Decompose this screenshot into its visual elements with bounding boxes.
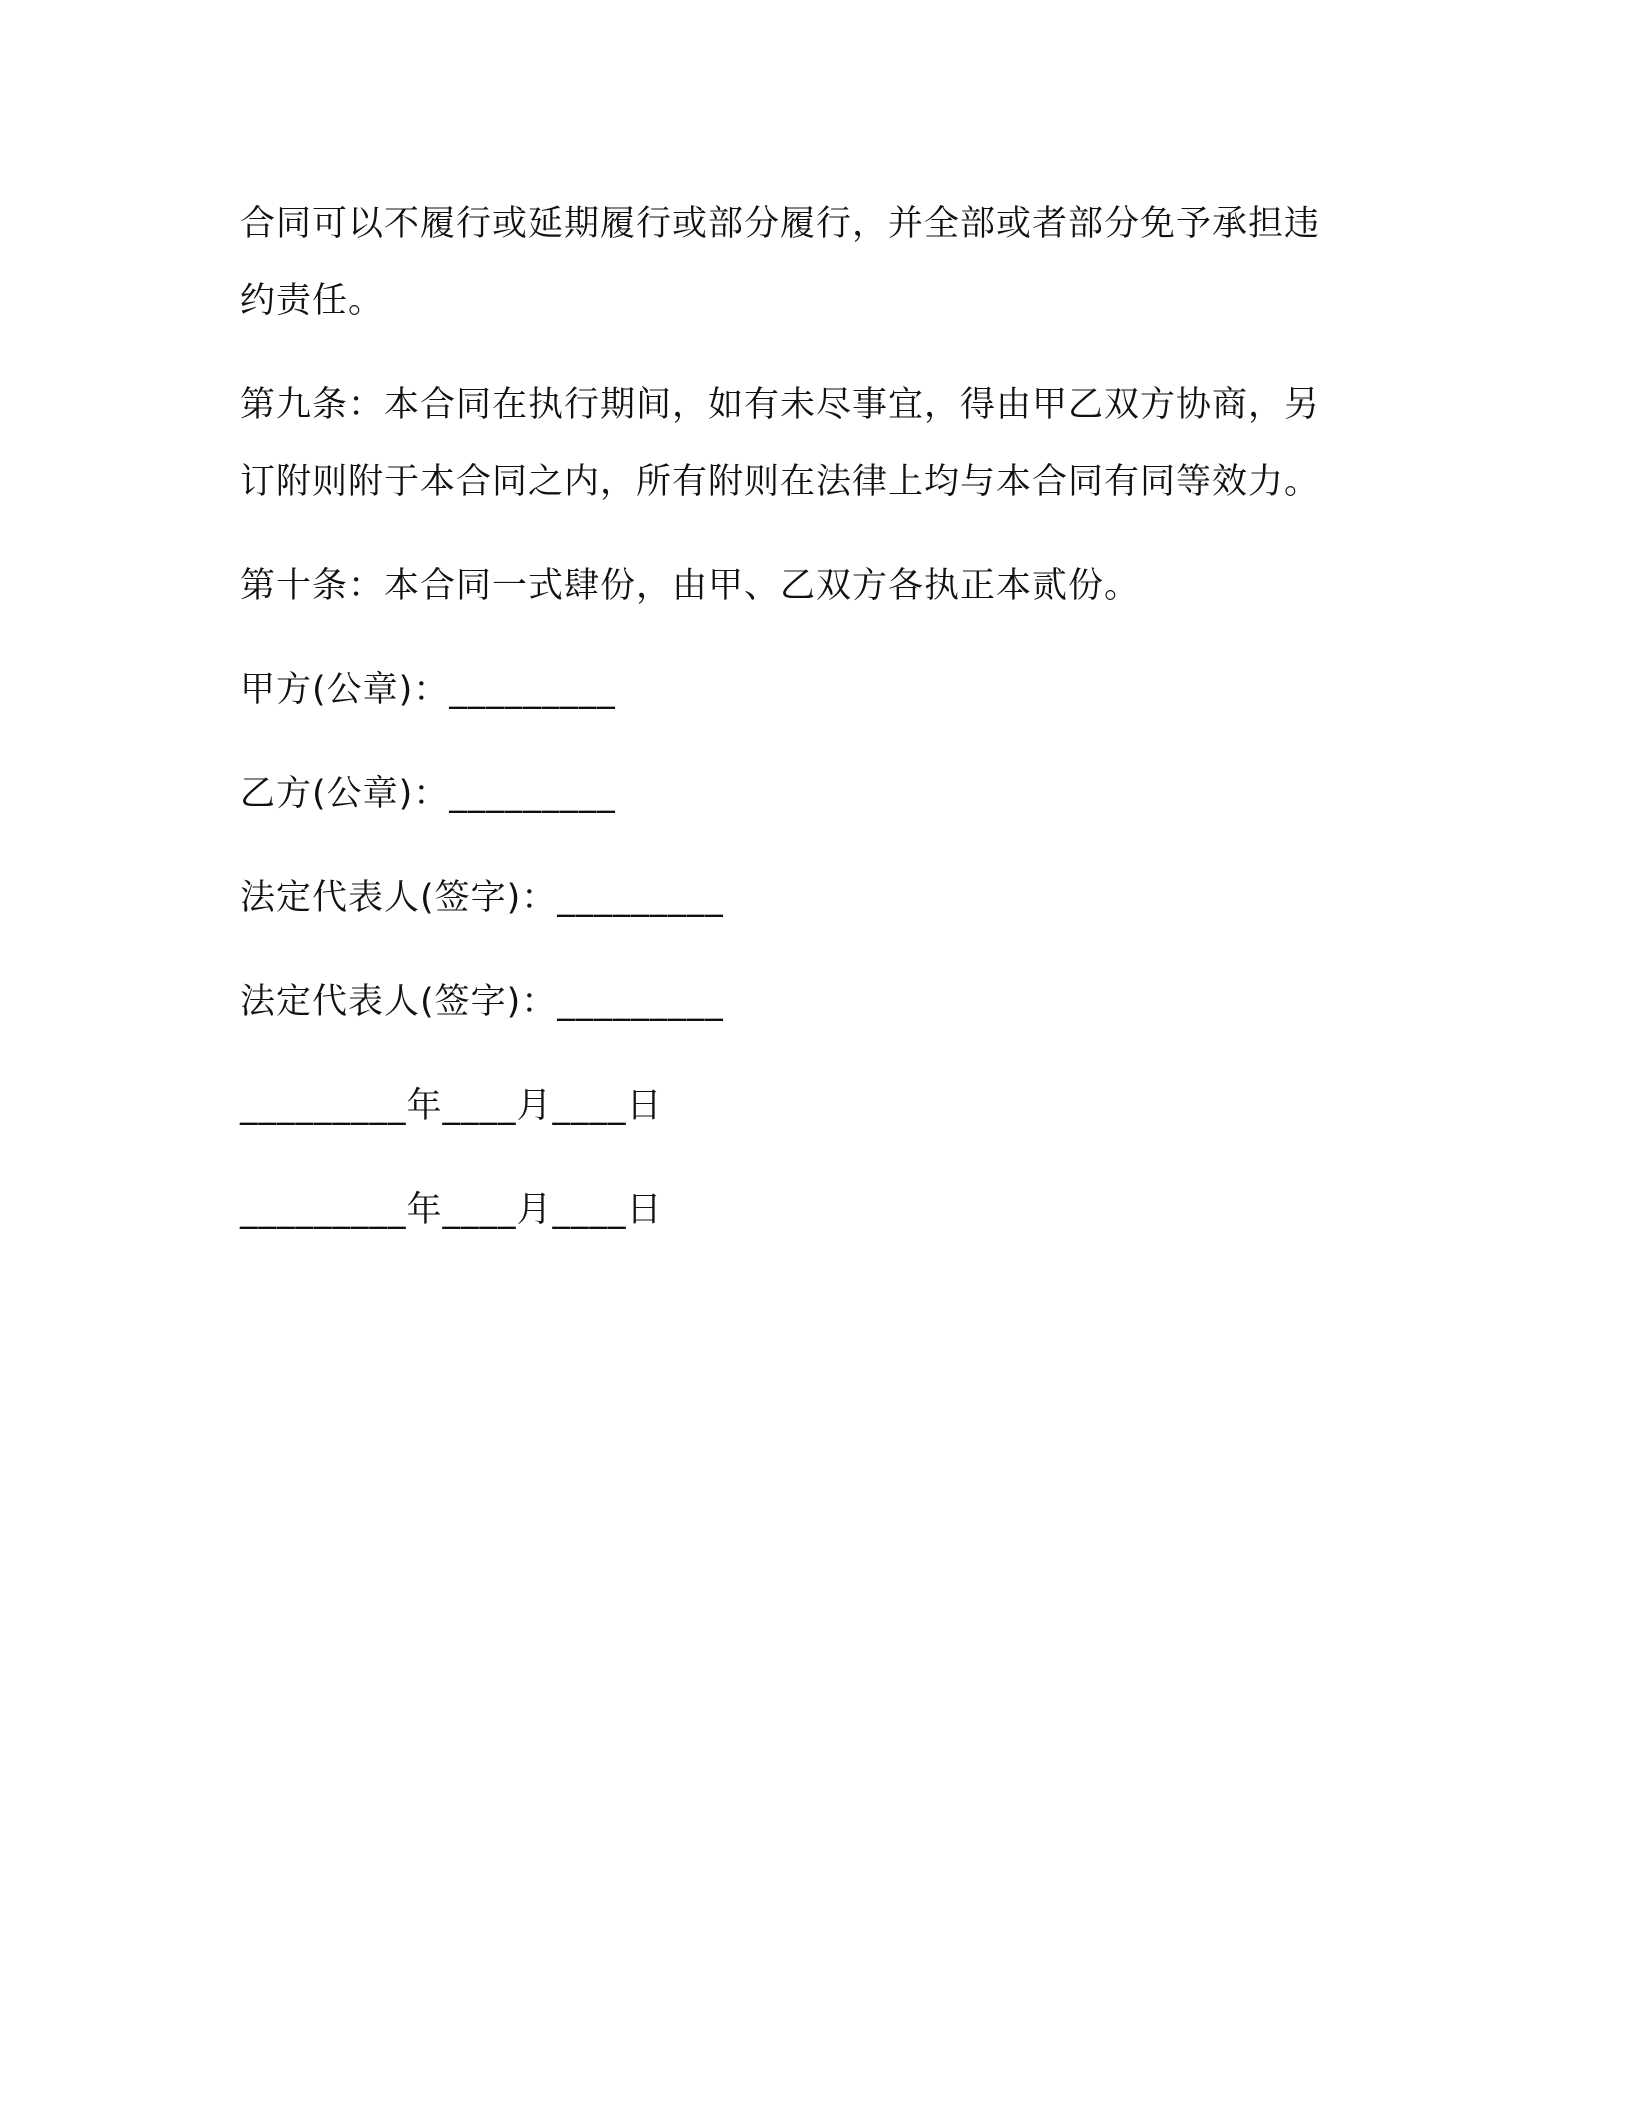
text-line: 合同可以不履行或延期履行或部分履行，并全部或者部分免予承担违 bbox=[240, 204, 1321, 244]
party-a-seal-line: 甲方(公章)：_________ bbox=[240, 670, 616, 710]
representative-b-signature-line: 法定代表人(签字)：_________ bbox=[240, 982, 724, 1022]
paragraph-clause-10 bbox=[240, 548, 1360, 625]
date-line-b: _________年____月____日 bbox=[240, 1190, 663, 1230]
document-body bbox=[240, 186, 1360, 1249]
text-line: 第十条：本合同一式肆份，由甲、乙双方各执正本贰份。 bbox=[240, 566, 1141, 606]
date-line-a: _________年____月____日 bbox=[240, 1086, 663, 1126]
party-b-seal-line: 乙方(公章)：_________ bbox=[240, 774, 616, 814]
paragraph-clause-9 bbox=[240, 367, 1360, 521]
text-line: 第九条：本合同在执行期间，如有未尽事宜，得由甲乙双方协商，另 bbox=[240, 385, 1321, 425]
text-line: 订附则附于本合同之内，所有附则在法律上均与本合同有同等效力。 bbox=[240, 462, 1321, 502]
representative-a-signature-line: 法定代表人(签字)：_________ bbox=[240, 878, 724, 918]
text-line: 约责任。 bbox=[240, 281, 385, 321]
paragraph-clause-8-continuation bbox=[240, 186, 1360, 340]
